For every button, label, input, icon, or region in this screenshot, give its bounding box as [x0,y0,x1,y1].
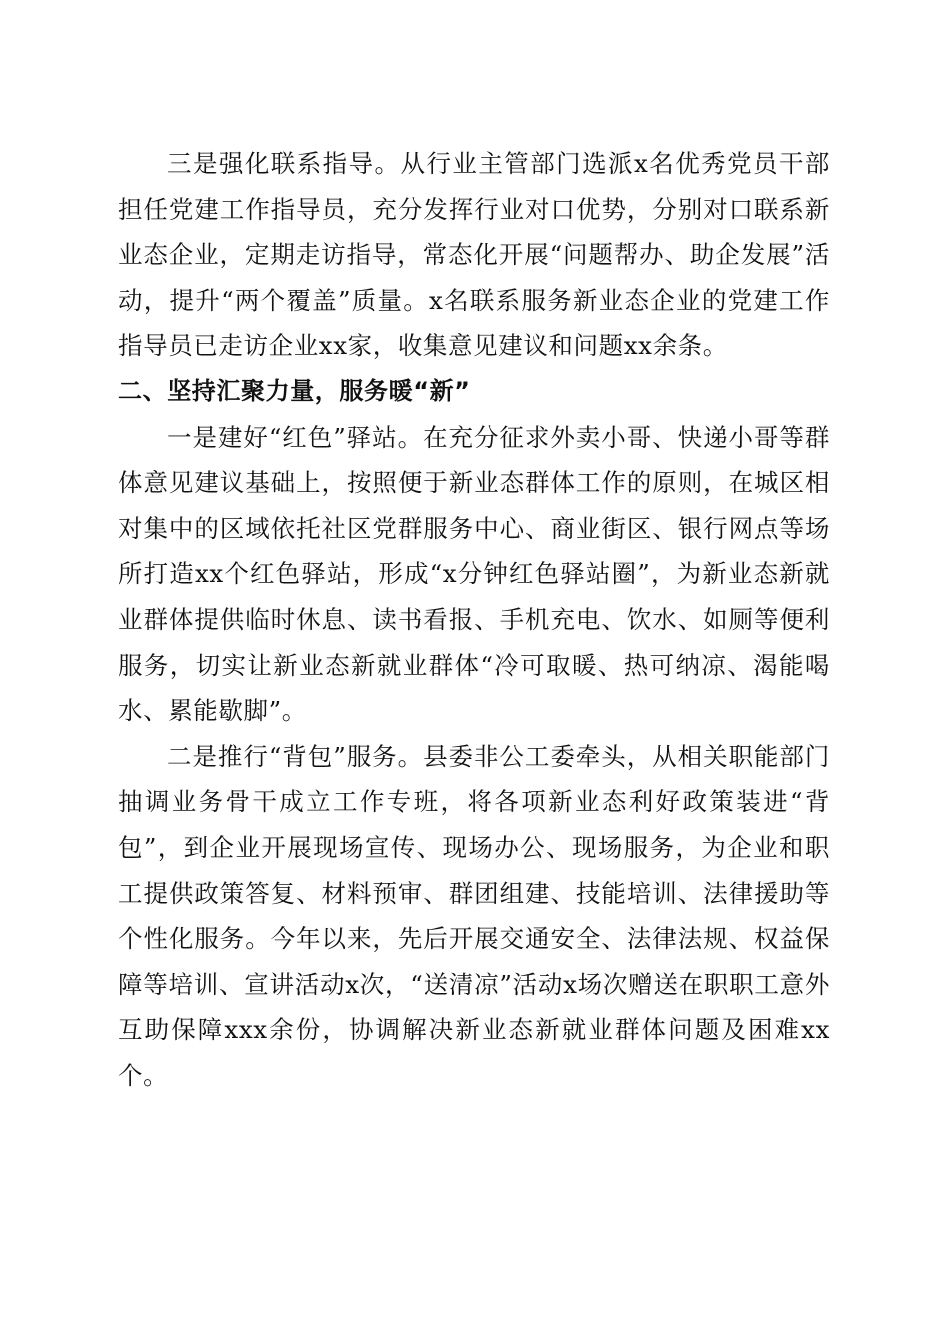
paragraph-strengthen-guidance [118,141,830,369]
paragraph-backpack-service [118,734,830,1099]
paragraph-body: 在充分征求外卖小哥、快递小哥等群体意见建议基础上，按照便于新业态群体工作的原则，在城区相对集中的区域依托社区党群服务中心、商业街区、银行网点等场所打造xx个红色驿站，形成“x分钟红色驿站圈”，为新业态新就业群体提供临时休息、读书看报、手机充电、饮水、如厕等便利服务，切实让新业态新就业群体“冷可取暖、热可纳凉、渴能喝水、累能歇脚”。 [118,422,830,726]
paragraph-red-station [118,415,830,734]
paragraph-lead: 三是强化联系指导。 [167,149,401,178]
paragraph-lead: 二是推行“背包”服务。 [167,741,424,771]
paragraph-lead: 一是建好“红色”驿站。 [167,422,424,452]
paragraph-body: 县委非公工委牵头，从相关职能部门抽调业务骨干成立工作专班，将各项新业态利好政策装进“背包”，到企业开展现场宣传、现场办公、现场服务，为企业和职工提供政策答复、材料预审、群团组建、技能培训、法律援助等个性化服务。今年以来，先后开展交通安全、法律法规、权益保障等培训、宣讲活动x次，“送清凉”活动x场次赠送在职职工意外互助保障xxx余份，协调解决新业态新就业群体问题及困难xx个。 [118,741,830,1090]
paragraph-body: 从行业主管部门选派x名优秀党员干部担任党建工作指导员，充分发挥行业对口优势，分别对口联系新业态企业，定期走访指导，常态化开展“问题帮办、助企发展”活动，提升“两个覆盖”质量。x名联系服务新业态企业的党建工作指导员已走访企业xx家，收集意见建议和问题xx余条。 [118,149,831,361]
document-page [118,141,830,1098]
section-heading: 二、坚持汇聚力量，服务暖“新” [118,376,471,405]
